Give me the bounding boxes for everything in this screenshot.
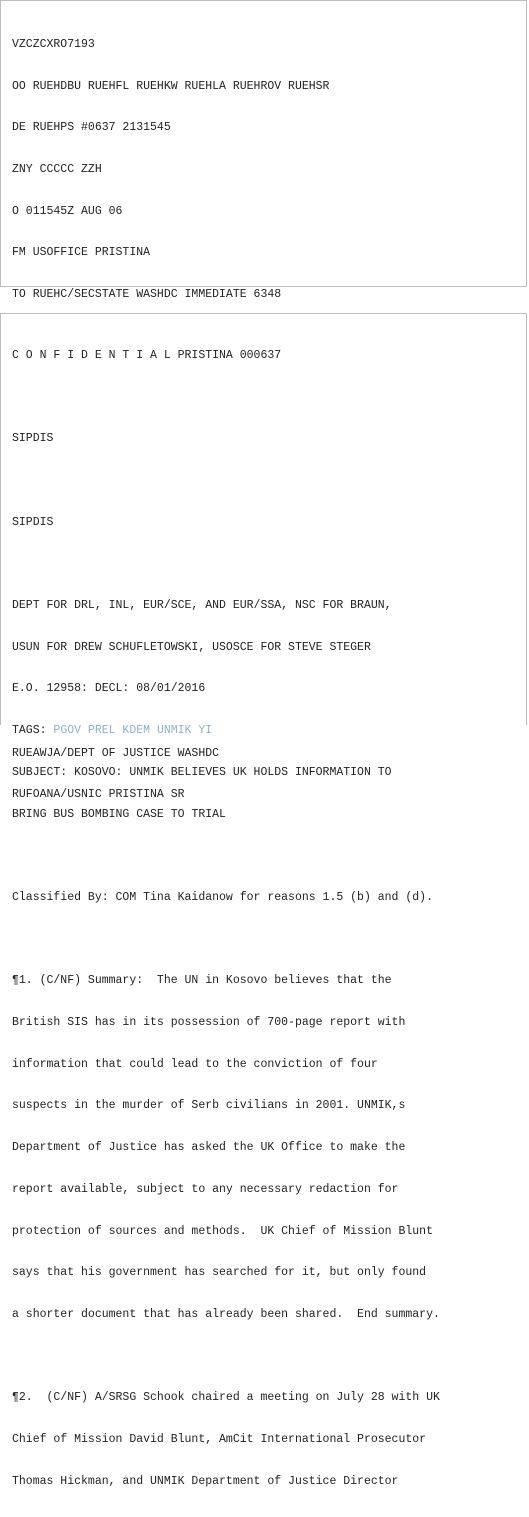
paragraph-1-line: a shorter document that has already been shared. End summary.: [12, 1307, 440, 1321]
routing-line: OO RUEHDBU RUEHFL RUEHKW RUEHLA RUEHROV RUEHSR: [12, 79, 330, 93]
addressee-line: DEPT FOR DRL, INL, EUR/SCE, AND EUR/SSA, NSC FOR BRAUN,: [12, 599, 392, 613]
tags-label: TAGS:: [12, 724, 54, 738]
paragraph-1-line: Department of Justice has asked the UK Office to make the: [12, 1141, 406, 1155]
paragraph-1-line: information that could lead to the conviction of four: [12, 1057, 378, 1071]
routing-line: FM USOFFICE PRISTINA: [12, 246, 151, 260]
tags-line: [12, 724, 522, 738]
routing-line: VZCZCXRO7193: [12, 37, 95, 51]
paragraph-2-line: Chief of Mission David Blunt, AmCit International Prosecutor: [12, 1433, 427, 1447]
routing-line: TO RUEHC/SECSTATE WASHDC IMMEDIATE 6348: [12, 288, 282, 302]
routing-line: DE RUEHPS #0637 2131545: [12, 121, 171, 135]
routing-line: ZNY CCCCC ZZH: [12, 162, 102, 176]
sipdis-marker: SIPDIS: [12, 432, 54, 446]
classification-line: C O N F I D E N T I A L PRISTINA 000637: [12, 348, 282, 362]
sipdis-marker: SIPDIS: [12, 515, 54, 529]
paragraph-1-line: protection of sources and methods. UK Chief of Mission Blunt: [12, 1224, 433, 1238]
paragraph-1-line: British SIS has in its possession of 700-page report with: [12, 1016, 406, 1030]
classified-by-line: Classified By: COM Tina Kaidanow for reasons 1.5 (b) and (d).: [12, 890, 433, 904]
paragraph-1-line: ¶1. (C/NF) Summary: The UN in Kosovo believes that the: [12, 974, 392, 988]
paragraph-1-line: says that his government has searched for it, but only found: [12, 1266, 427, 1280]
paragraph-1-line: report available, subject to any necessary redaction for: [12, 1182, 399, 1196]
cable-body-text: [12, 321, 522, 1517]
subject-line: SUBJECT: KOSOVO: UNMIK BELIEVES UK HOLDS INFORMATION TO: [12, 765, 392, 779]
paragraph-1-line: suspects in the murder of Serb civilians in 2001. UNMIK,s: [12, 1099, 406, 1113]
eo-line: E.O. 12958: DECL: 08/01/2016: [12, 682, 206, 696]
tags-link[interactable]: PGOV PREL KDEM UNMIK YI: [53, 724, 213, 738]
routing-line: RUFOANA/USNIC PRISTINA SR: [12, 788, 185, 802]
addressee-line: USUN FOR DREW SCHUFLETOWSKI, USOSCE FOR STEVE STEGER: [12, 640, 371, 654]
subject-line: BRING BUS BOMBING CASE TO TRIAL: [12, 807, 226, 821]
paragraph-2-line: ¶2. (C/NF) A/SRSG Schook chaired a meeting on July 28 with UK: [12, 1391, 440, 1405]
paragraph-2-line: Thomas Hickman, and UNMIK Department of Justice Director: [12, 1474, 399, 1488]
routing-line: RUEAWJA/DEPT OF JUSTICE WASHDC: [12, 746, 220, 760]
routing-line: O 011545Z AUG 06: [12, 204, 123, 218]
